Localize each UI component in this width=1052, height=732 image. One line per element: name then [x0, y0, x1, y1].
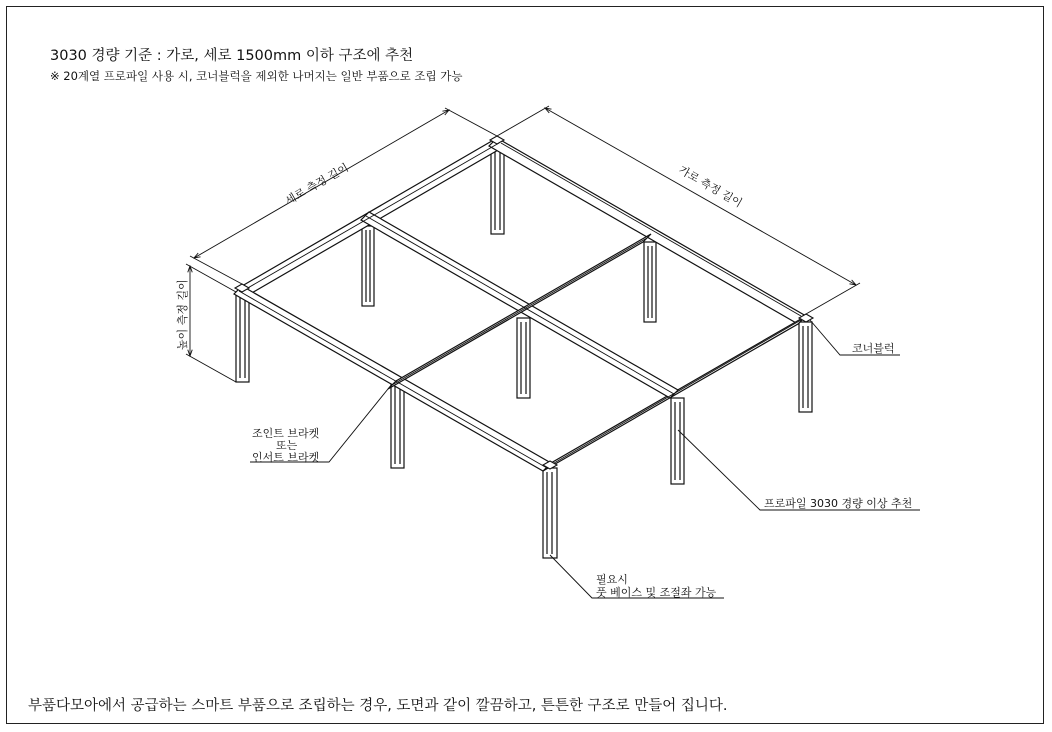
leg-front [543, 468, 557, 558]
profile-label: 프로파일 3030 경량 이상 추천 [764, 497, 913, 510]
drawing-note: ※ 20계열 프로파일 사용 시, 코너블럭을 제외한 나머지는 일반 부품으로 조립 가능 [50, 69, 463, 83]
foot-label-2: 풋 베이스 및 조절좌 가능 [596, 586, 717, 599]
leg-back [491, 146, 504, 234]
foot-label-1: 필요시 [596, 573, 628, 586]
leg-mid-right-inner [644, 242, 656, 322]
legs [236, 146, 812, 558]
leg-left [236, 292, 249, 382]
joint-bracket-label-1: 조인트 브라켓 [252, 427, 320, 440]
leg-front-right-mid [671, 398, 684, 484]
callout-labels [252, 341, 912, 599]
joint-bracket-label-2: 또는 [276, 439, 298, 452]
depth-label: 세로 측정 길이 [283, 160, 351, 208]
leg-center [517, 318, 530, 398]
leg-right [799, 322, 812, 412]
leg-mid-left-inner [362, 226, 374, 306]
width-label: 가로 측정 길이 [676, 163, 745, 210]
leader-lines [250, 320, 920, 598]
dimension-labels [175, 160, 745, 350]
height-label: 높이 측정 길이 [176, 279, 189, 350]
joint-bracket-label-3: 인서트 브라켓 [252, 451, 320, 464]
drawing-title: 3030 경량 기준 : 가로, 세로 1500mm 이하 구조에 추천 [50, 48, 414, 64]
leg-front-left-mid [391, 382, 404, 468]
corner-block-label: 코너블럭 [852, 342, 895, 355]
footer-note: 부품다모아에서 공급하는 스마트 부품으로 조립하는 경우, 도면과 같이 깔끔하고, 튼튼한 구조로 만들어 집니다. [28, 698, 728, 714]
